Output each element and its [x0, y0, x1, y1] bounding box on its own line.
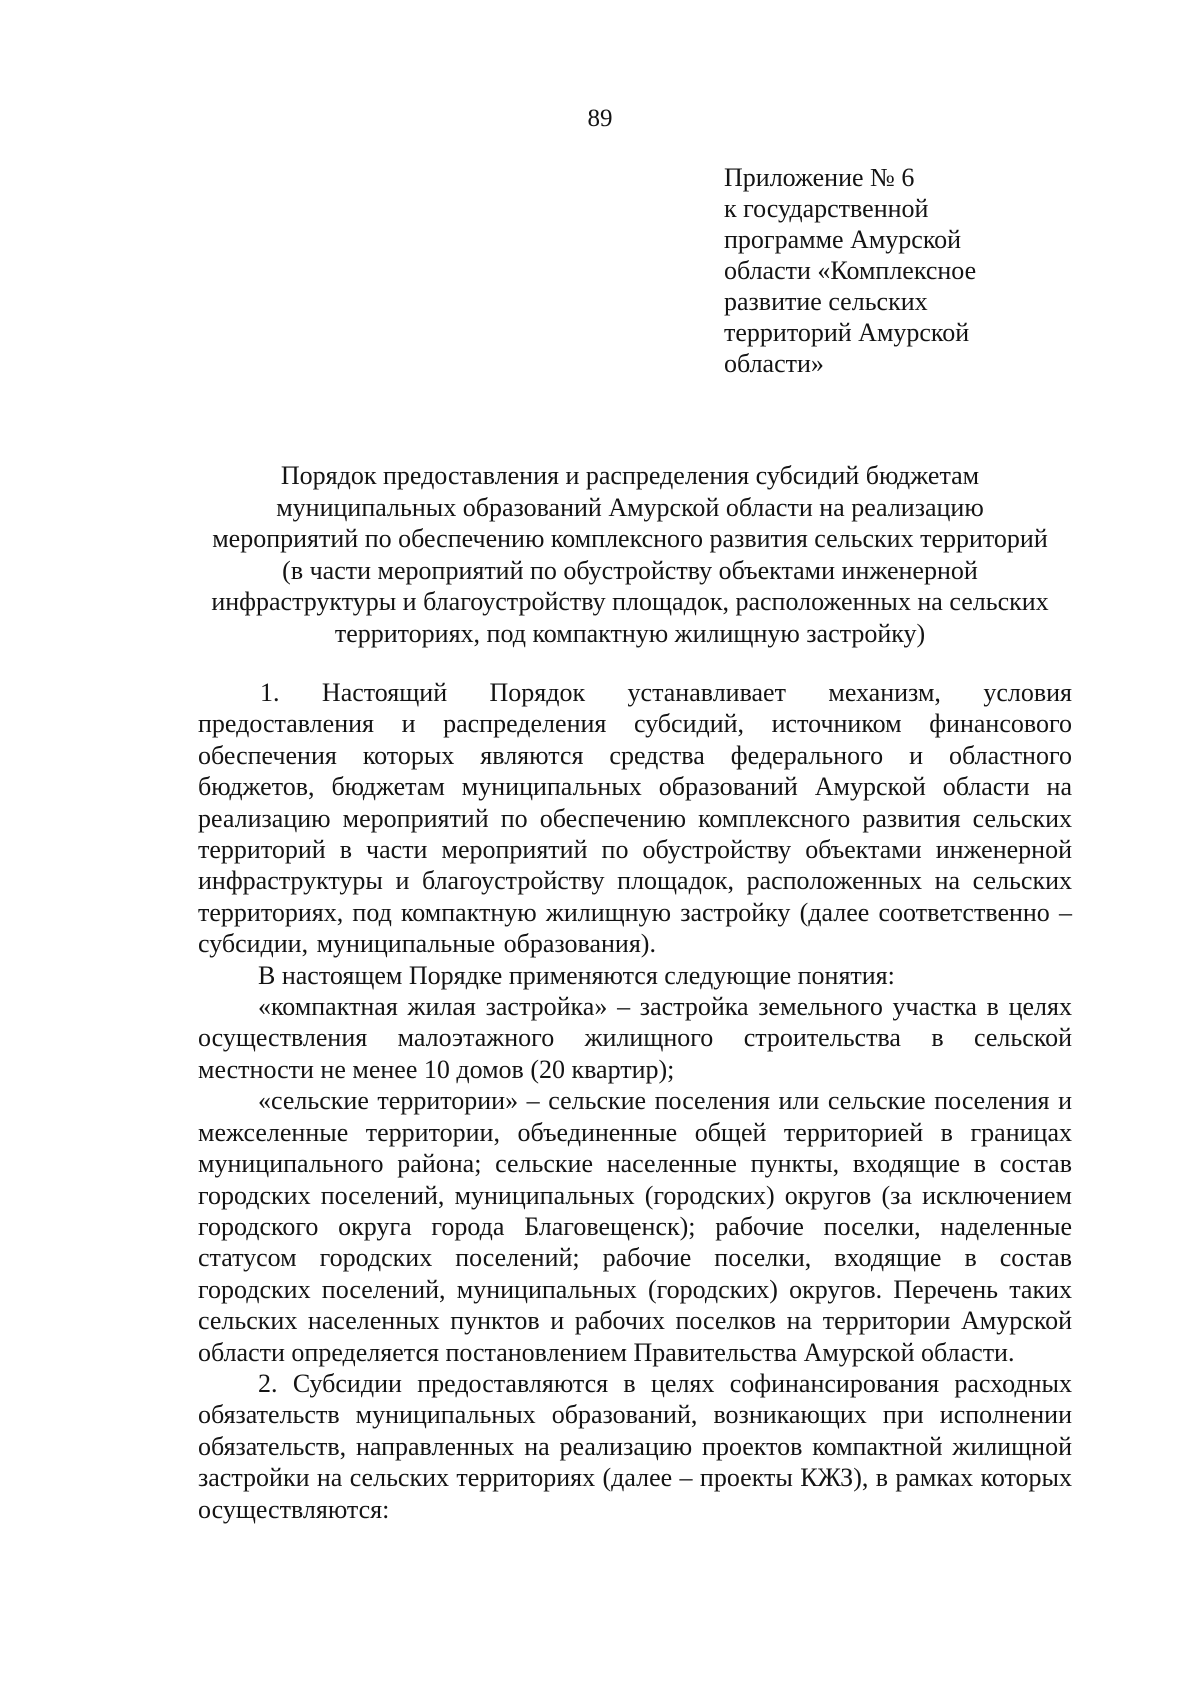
- appendix-line: развитие сельских: [724, 287, 928, 316]
- page-number: 89: [587, 105, 613, 132]
- paragraph-definition-rural-territories: «сельские территории» – сельские поселения или сельские поселения и межселенные территории, объединенные общей территорией в границах муниципального района; сельские населенные пункты, входящие в состав городских поселений, муниципальных (городских) округов (за исключением городского округа города Благовещенск); рабочие поселки, наделенные статусом городских поселений; рабочие поселки, входящие в состав городских поселений, муниципальных (городских) округов. Перечень таких сельских населенных пунктов и рабочих поселков на территории Амурской области определяется постановлением Правительства Амурской области.: [198, 1086, 1072, 1367]
- document-title: [185, 460, 1075, 650]
- document-body: [198, 677, 1072, 1525]
- title-line: Порядок предоставления и распределения субсидий бюджетам: [280, 461, 980, 490]
- appendix-note: [724, 162, 976, 379]
- title-line: мероприятий по обеспечению комплексного развития сельских территорий: [212, 524, 1048, 554]
- paragraph-item-2: 2. Субсидии предоставляются в целях софинансирования расходных обязательств муниципальных образований, возникающих при исполнении обязательств, направленных на реализацию проектов компактной жилищной застройки на сельских территориях (далее – проекты КЖЗ), в рамках которых осуществляются:: [198, 1368, 1072, 1524]
- title-line: территориях, под компактную жилищную застройку): [334, 618, 926, 648]
- appendix-line: программе Амурской: [724, 225, 962, 254]
- appendix-line: области «Комплексное: [724, 256, 977, 285]
- title-line: инфраструктуры и благоустройству площадок, расположенных на сельских: [211, 587, 1049, 617]
- title-line: (в части мероприятий по обустройству объектами инженерной: [282, 555, 978, 585]
- appendix-line: области»: [724, 349, 824, 378]
- paragraph-definition-compact-housing: «компактная жилая застройка» – застройка земельного участка в целях осуществления малоэтажного жилищного строительства в сельской местности не менее 10 домов (20 квартир);: [198, 992, 1072, 1084]
- appendix-line: территорий Амурской: [724, 318, 970, 347]
- title-line: муниципальных образований Амурской области на реализацию: [276, 492, 984, 522]
- appendix-line: Приложение № 6: [724, 163, 915, 192]
- paragraph-item-1: 1. Настоящий Порядок устанавливает механизм, условия предоставления и распределения субсидий, источником финансового обеспечения которых являются средства федерального и областного бюджетов, бюджетам муниципальных образований Амурской области на реализацию мероприятий по обеспечению комплексного развития сельских территорий в части мероприятий по обустройству объектами инженерной инфраструктуры и благоустройству площадок, расположенных на сельских территориях, под компактную жилищную застройку (далее соответственно – субсидии, муниципальные образования).: [198, 678, 1072, 959]
- paragraph-definitions-intro: В настоящем Порядке применяются следующие понятия:: [258, 960, 895, 990]
- appendix-line: к государственной: [724, 194, 929, 223]
